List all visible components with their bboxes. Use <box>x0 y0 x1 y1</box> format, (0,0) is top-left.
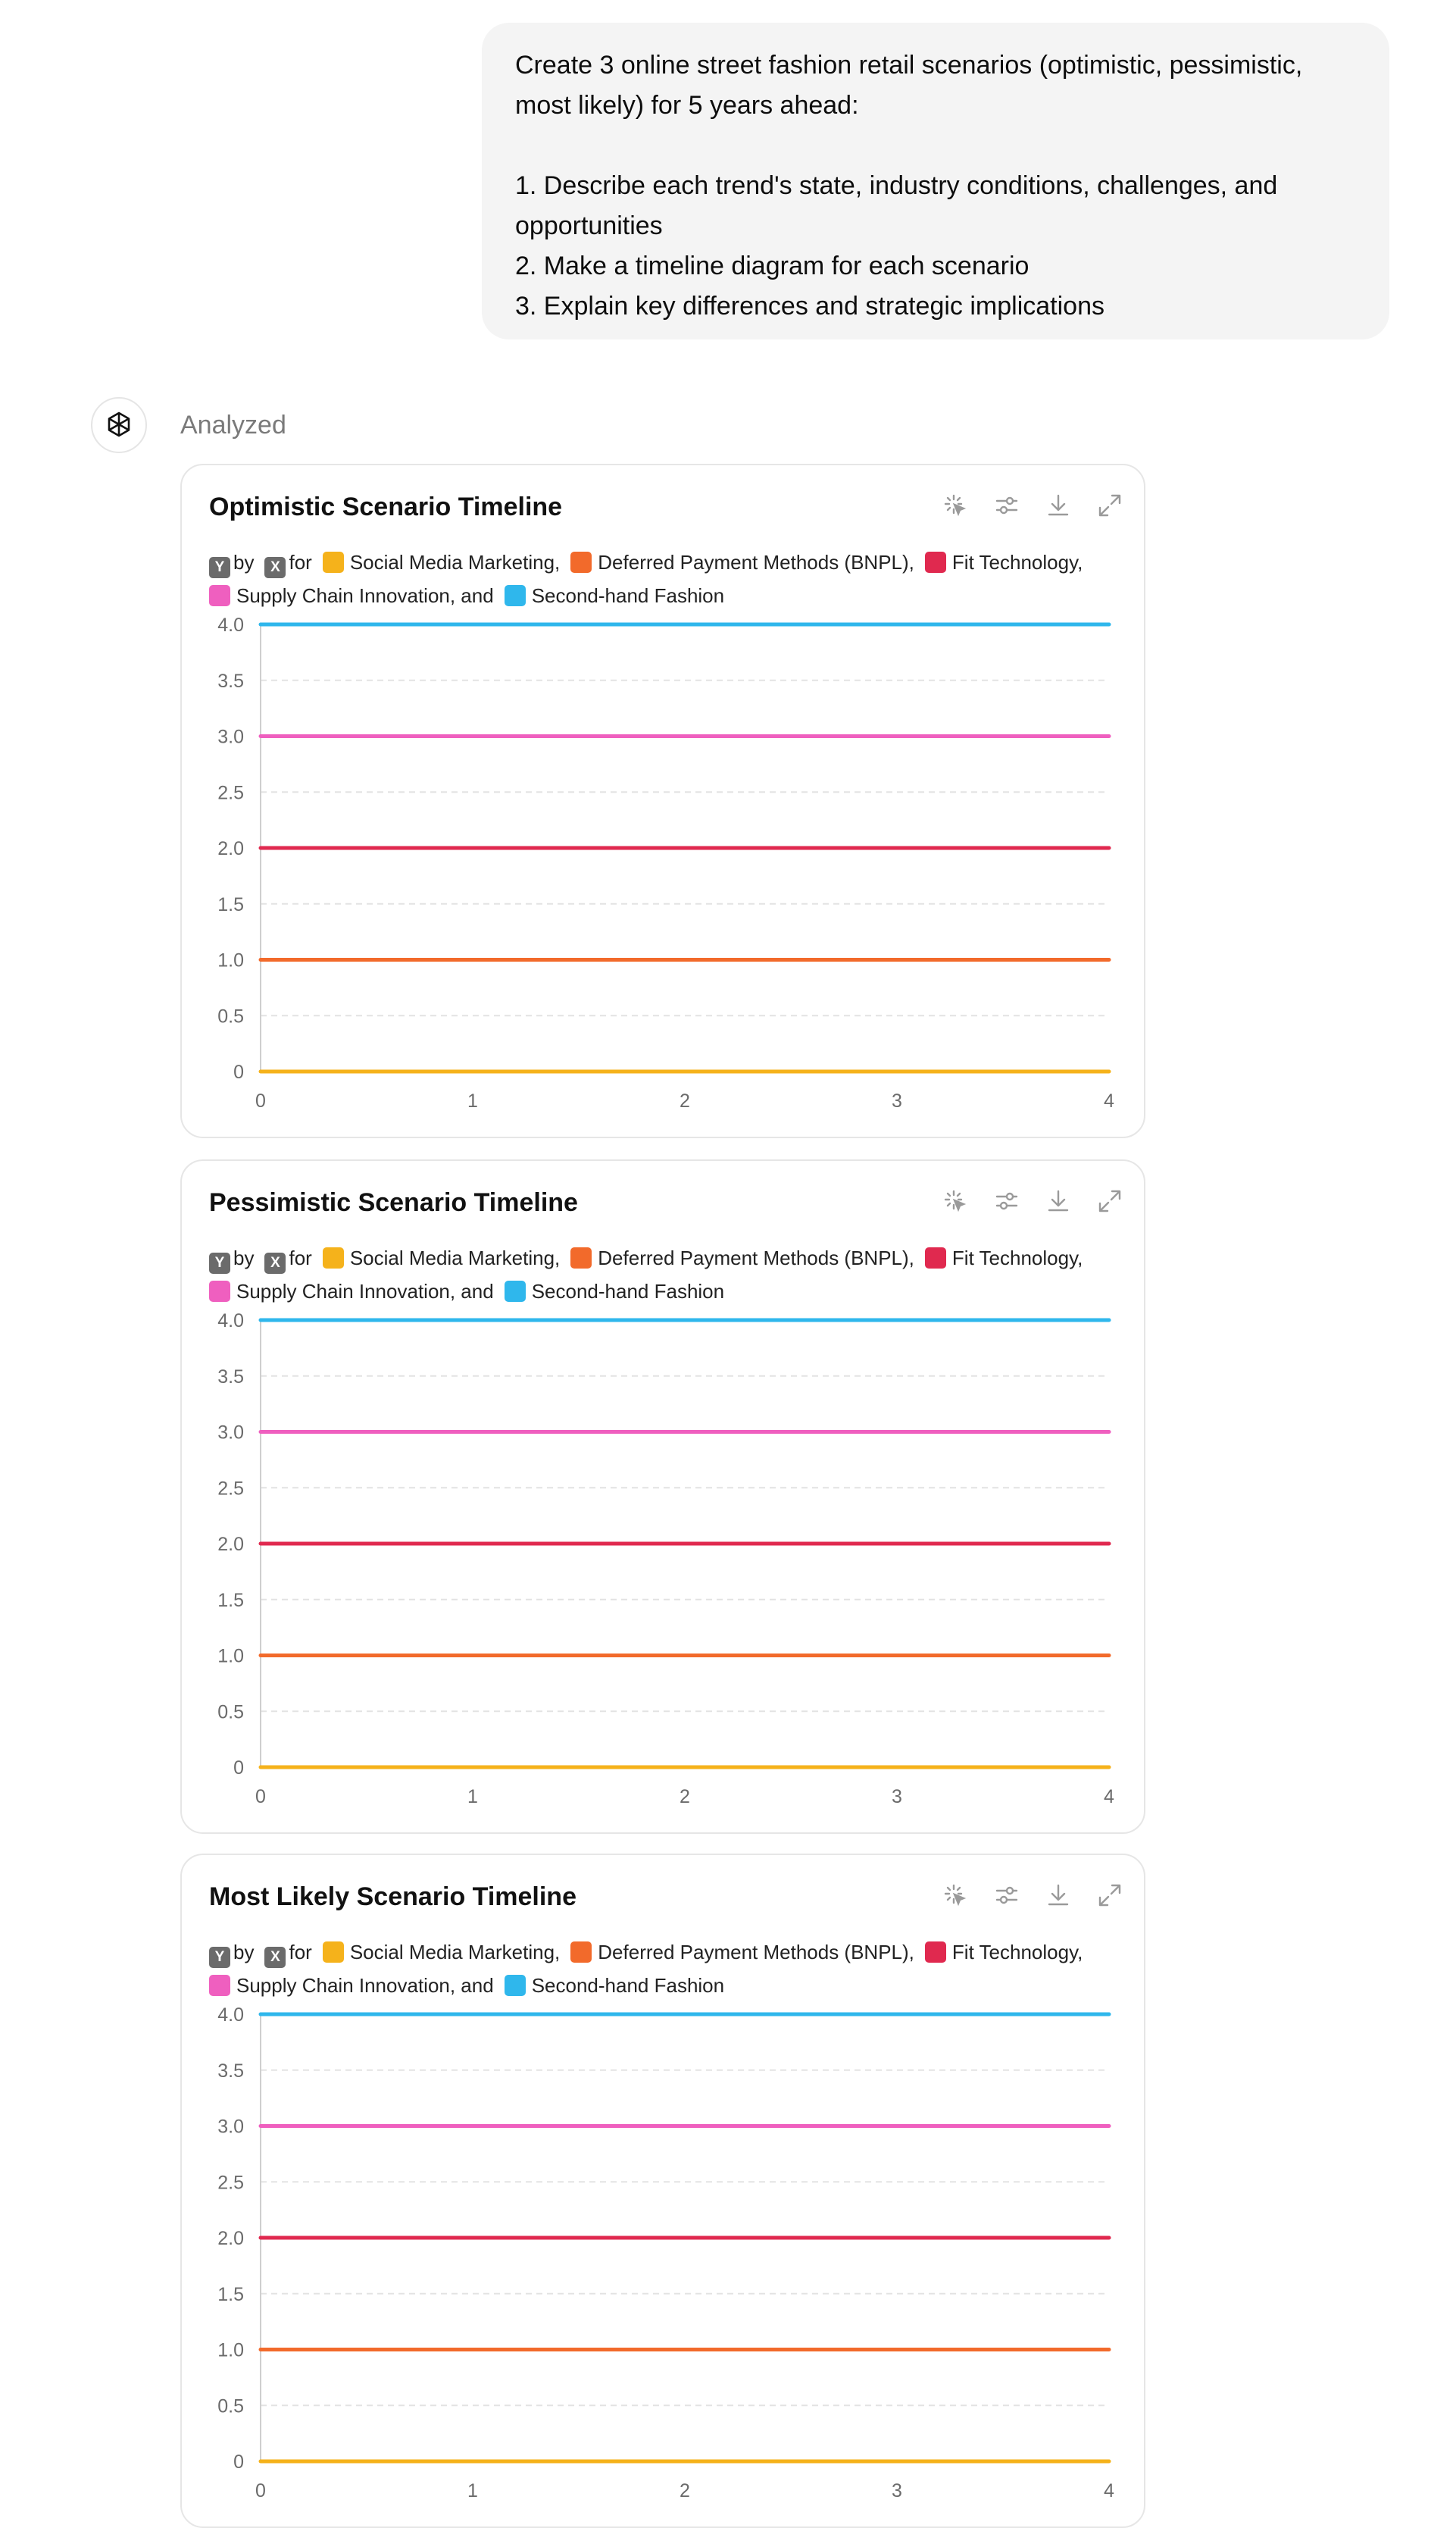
y-tick-label: 1.5 <box>217 893 244 915</box>
x-tick-label: 0 <box>255 2480 266 2501</box>
y-tick-label: 3.0 <box>217 726 244 748</box>
y-tick-label: 0.5 <box>217 1006 244 1028</box>
y-tick-label: 3.5 <box>217 2060 244 2082</box>
chart-title: Pessimistic Scenario Timeline <box>209 1188 578 1217</box>
legend-label: Fit Technology, <box>951 1247 1083 1269</box>
y-tick-label: 0 <box>233 1757 244 1779</box>
y-axis-chip: Y <box>209 1947 230 1968</box>
analyzed-status[interactable]: Analyzed <box>180 411 286 440</box>
y-tick-label: 2.5 <box>217 1478 244 1500</box>
x-tick-label: 3 <box>892 1090 902 1112</box>
legend-label: Supply Chain Innovation, and <box>236 1974 494 1997</box>
legend-label: Fit Technology, <box>951 551 1083 574</box>
y-tick-label: 4.0 <box>217 2004 244 2026</box>
y-tick-label: 3.5 <box>217 670 244 692</box>
legend-label: Second-hand Fashion <box>531 584 725 607</box>
line-chart-plot <box>182 1855 1144 2526</box>
legend-label: Deferred Payment Methods (BNPL), <box>598 1247 914 1269</box>
legend-word-by: by <box>233 551 255 574</box>
x-axis-chip: X <box>264 557 286 578</box>
user-message-bubble <box>482 23 1389 339</box>
y-tick-label: 2.0 <box>217 838 244 859</box>
x-axis-chip: X <box>264 1947 286 1968</box>
legend-label: Second-hand Fashion <box>531 1974 725 1997</box>
y-tick-label: 1.5 <box>217 2283 244 2305</box>
legend-word-by: by <box>233 1941 255 1963</box>
y-tick-label: 0.5 <box>217 2395 244 2417</box>
chart-card-optimistic <box>180 464 1145 1138</box>
openai-logo-icon <box>104 410 134 440</box>
legend-label: Supply Chain Innovation, and <box>236 584 494 607</box>
legend-word-by: by <box>233 1247 255 1269</box>
line-chart-plot <box>182 465 1144 1137</box>
x-axis-chip: X <box>264 1253 286 1274</box>
x-tick-label: 3 <box>892 1786 902 1807</box>
chart-title: Optimistic Scenario Timeline <box>209 493 563 521</box>
x-tick-label: 4 <box>1104 1786 1114 1807</box>
y-tick-label: 2.5 <box>217 782 244 804</box>
x-tick-label: 4 <box>1104 2480 1114 2501</box>
x-tick-label: 4 <box>1104 1090 1114 1112</box>
x-tick-label: 1 <box>467 2480 478 2501</box>
y-tick-label: 4.0 <box>217 1310 244 1331</box>
legend-label: Deferred Payment Methods (BNPL), <box>598 1941 914 1963</box>
y-tick-label: 0 <box>233 2451 244 2473</box>
y-tick-label: 3.5 <box>217 1366 244 1388</box>
y-tick-label: 2.0 <box>217 1534 244 1555</box>
user-message-item: 3. Explain key differences and strategic implications <box>515 292 1104 321</box>
chart-title: Most Likely Scenario Timeline <box>209 1882 576 1911</box>
legend-label: Social Media Marketing, <box>349 1941 561 1963</box>
y-axis-chip: Y <box>209 557 230 578</box>
x-tick-label: 1 <box>467 1090 478 1112</box>
assistant-avatar <box>91 397 147 453</box>
x-tick-label: 3 <box>892 2480 902 2501</box>
x-tick-label: 2 <box>680 2480 690 2501</box>
legend-word-for: for <box>289 551 312 574</box>
legend-label: Supply Chain Innovation, and <box>236 1280 494 1303</box>
x-tick-label: 2 <box>680 1090 690 1112</box>
x-tick-label: 1 <box>467 1786 478 1807</box>
y-tick-label: 3.0 <box>217 1422 244 1444</box>
y-tick-label: 1.0 <box>217 950 244 971</box>
user-message-line: Create 3 online street fashion retail scenarios (optimistic, pessimistic, most likely) for 5 years ahead: <box>515 51 1303 120</box>
y-tick-label: 3.0 <box>217 2116 244 2138</box>
chart-card-most-likely <box>180 1854 1145 2528</box>
legend-label: Social Media Marketing, <box>349 1247 561 1269</box>
legend-word-for: for <box>289 1247 312 1269</box>
legend-label: Second-hand Fashion <box>531 1280 725 1303</box>
line-chart-plot <box>182 1161 1144 1832</box>
legend-label: Deferred Payment Methods (BNPL), <box>598 551 914 574</box>
x-tick-label: 0 <box>255 1786 266 1807</box>
x-tick-label: 0 <box>255 1090 266 1112</box>
legend-label: Social Media Marketing, <box>349 551 561 574</box>
y-tick-label: 2.5 <box>217 2172 244 2194</box>
y-tick-label: 4.0 <box>217 615 244 636</box>
y-tick-label: 2.0 <box>217 2228 244 2249</box>
y-tick-label: 1.5 <box>217 1589 244 1611</box>
user-message-item: 1. Describe each trend's state, industry conditions, challenges, and opportunities <box>515 171 1278 240</box>
y-tick-label: 0 <box>233 1062 244 1083</box>
y-axis-chip: Y <box>209 1253 230 1274</box>
chart-card-pessimistic <box>180 1159 1145 1834</box>
x-tick-label: 2 <box>680 1786 690 1807</box>
y-tick-label: 1.0 <box>217 2339 244 2361</box>
legend-label: Fit Technology, <box>951 1941 1083 1963</box>
user-message-item: 2. Make a timeline diagram for each scenario <box>515 252 1030 280</box>
y-tick-label: 1.0 <box>217 1645 244 1667</box>
legend-word-for: for <box>289 1941 312 1963</box>
y-tick-label: 0.5 <box>217 1701 244 1723</box>
